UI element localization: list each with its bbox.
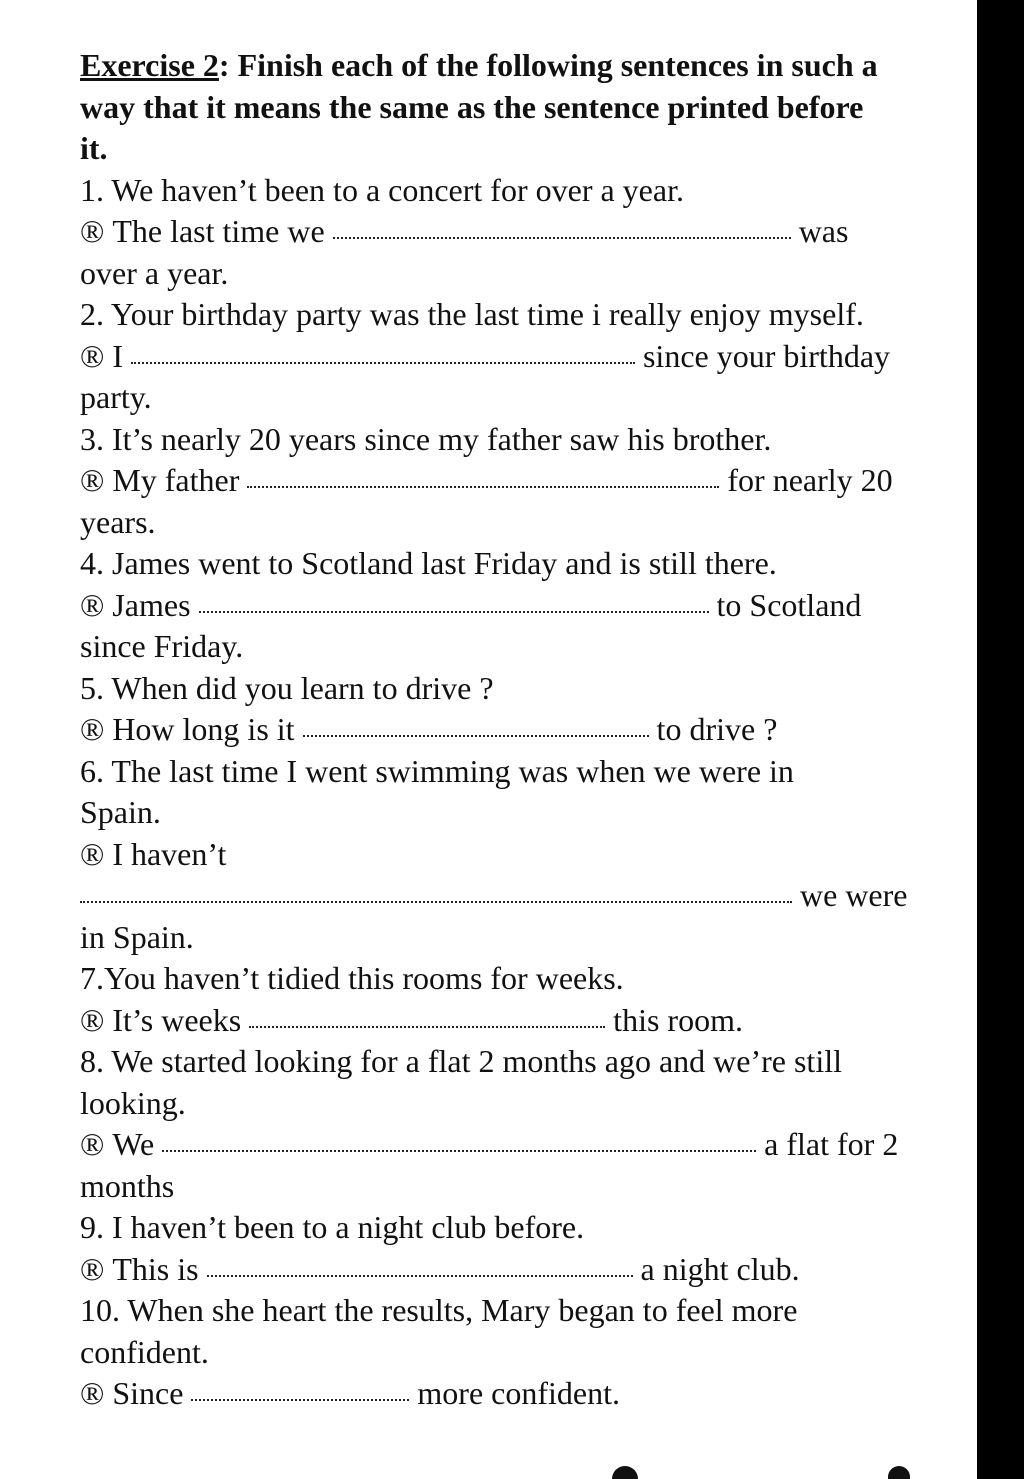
answer-line: [80, 834, 952, 876]
answer-blank[interactable]: [249, 1026, 605, 1028]
answer-continuation: in Spain.: [80, 918, 194, 955]
exercise-item-8: [80, 1041, 952, 1207]
answer-line: [80, 1373, 952, 1415]
answer-continuation: party.: [80, 379, 152, 415]
answer-blank[interactable]: [191, 1399, 409, 1401]
exercise-heading: [80, 45, 952, 170]
item-prompt: 8. We started looking for a flat 2 months ago and we’re still: [80, 1043, 842, 1079]
answer-start: We: [112, 1126, 155, 1162]
item-prompt: 5. When did you learn to drive ?: [80, 669, 494, 706]
exercise-item-4: [80, 543, 952, 668]
answer-end: a night club.: [640, 1250, 800, 1287]
answer-line: [80, 1249, 952, 1291]
answer-start: This is: [112, 1250, 199, 1287]
answer-end: this room.: [613, 1001, 743, 1038]
instruction-line-3: it.: [80, 130, 108, 166]
answer-end: since your birthday: [642, 337, 891, 374]
registered-mark: ®: [80, 711, 105, 747]
exercise-item-5: [80, 668, 952, 751]
answer-line: [80, 336, 952, 378]
item-prompt: 7.You haven’t tidied this rooms for weeks.: [80, 960, 624, 996]
registered-mark: ®: [80, 337, 105, 374]
item-prompt-continuation: confident.: [80, 1333, 209, 1370]
answer-end: to drive ?: [656, 711, 778, 747]
answer-blank[interactable]: [80, 901, 792, 903]
instruction-line-2: way that it means the same as the sentence printed before: [80, 88, 864, 125]
exercise-item-7: [80, 958, 952, 1041]
answer-blank[interactable]: [333, 237, 791, 239]
answer-line: [80, 211, 952, 253]
answer-blank[interactable]: [247, 486, 719, 488]
item-prompt: 9. I haven’t been to a night club before.: [80, 1209, 585, 1245]
answer-continuation: months: [80, 1167, 175, 1204]
answer-end: we were: [800, 877, 908, 913]
answer-blank[interactable]: [199, 611, 709, 613]
item-prompt: 1. We haven’t been to a concert for over a year.: [80, 171, 684, 208]
answer-line: [80, 1000, 952, 1042]
answer-start: The last time we: [112, 213, 325, 249]
registered-mark: ®: [80, 462, 105, 498]
answer-line: [80, 460, 952, 502]
item-prompt: 10. When she heart the results, Mary began to feel more: [80, 1292, 798, 1328]
item-prompt-continuation: looking.: [80, 1084, 186, 1121]
answer-end: for nearly 20: [727, 462, 893, 498]
answer-start: I: [112, 337, 123, 374]
exercise-item-6: [80, 751, 952, 959]
instruction-line-1: : Finish each of the following sentences in such a: [218, 47, 878, 83]
cropped-marker-icon: [888, 1466, 910, 1479]
exercise-content: [80, 45, 952, 1415]
answer-start: James: [112, 586, 191, 623]
answer-blank[interactable]: [162, 1150, 756, 1152]
registered-mark: ®: [80, 1250, 105, 1287]
exercise-item-1: [80, 170, 952, 295]
answer-line: [80, 709, 952, 751]
exercise-item-10: [80, 1290, 952, 1415]
exercise-label: Exercise 2: [80, 47, 219, 83]
answer-continuation: since Friday.: [80, 628, 244, 664]
answer-start: Since: [112, 1375, 184, 1411]
cropped-circle-icon: [612, 1466, 638, 1479]
answer-start: I haven’t: [112, 835, 227, 872]
registered-mark: ®: [80, 586, 105, 623]
registered-mark: ®: [80, 835, 105, 872]
answer-line: [80, 585, 952, 627]
registered-mark: ®: [80, 1126, 105, 1162]
registered-mark: ®: [80, 213, 105, 249]
answer-line-blank: [80, 875, 952, 917]
answer-line: [80, 1124, 952, 1166]
answer-start: It’s weeks: [112, 1001, 242, 1038]
answer-continuation: over a year.: [80, 254, 229, 291]
registered-mark: ®: [80, 1375, 105, 1411]
exercise-item-9: [80, 1207, 952, 1290]
answer-blank[interactable]: [207, 1275, 633, 1277]
item-prompt: 2. Your birthday party was the last time i really enjoy myself.: [80, 296, 864, 332]
item-prompt: 6. The last time I went swimming was when we were in: [80, 752, 794, 789]
answer-end: was: [798, 213, 849, 249]
item-prompt: 3. It’s nearly 20 years since my father saw his brother.: [80, 420, 772, 457]
answer-end: a flat for 2: [764, 1126, 899, 1162]
item-prompt: 4. James went to Scotland last Friday and is still there.: [80, 545, 777, 581]
exercise-item-3: [80, 419, 952, 544]
answer-end: more confident.: [417, 1375, 620, 1411]
answer-end: to Scotland: [716, 586, 862, 623]
answer-blank[interactable]: [131, 362, 635, 364]
answer-blank[interactable]: [303, 735, 649, 737]
registered-mark: ®: [80, 1001, 105, 1038]
exercise-item-2: [80, 294, 952, 419]
item-prompt-continuation: Spain.: [80, 794, 161, 830]
answer-start: My father: [112, 462, 240, 498]
answer-continuation: years.: [80, 503, 156, 540]
answer-start: How long is it: [112, 711, 295, 747]
